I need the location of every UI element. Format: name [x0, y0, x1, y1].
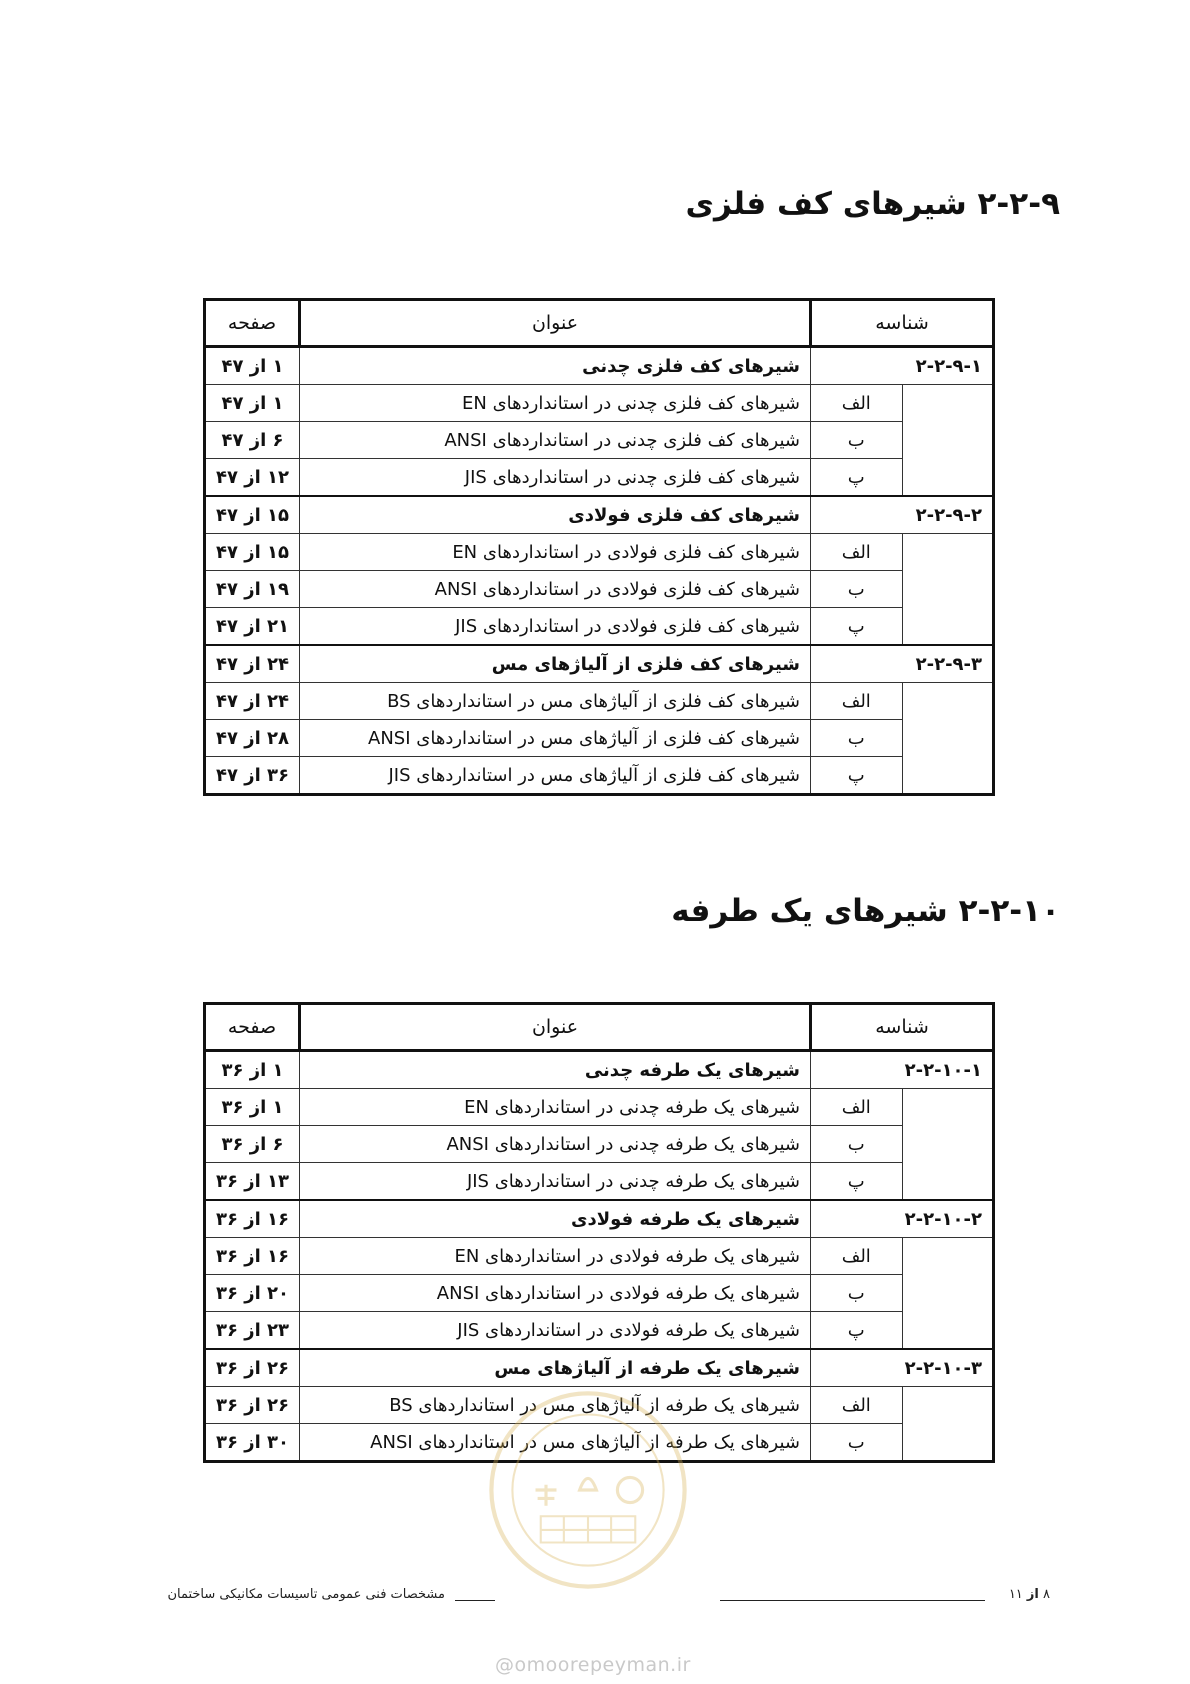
item-page: ۱ از ۴۷: [205, 385, 300, 422]
item-page: ۲۶ از ۳۶: [205, 1387, 300, 1424]
item-title: شیرهای کف فلزی فولادی در استانداردهای ANSI: [300, 571, 811, 608]
blank-cell: [902, 385, 994, 497]
table-row: [205, 1275, 994, 1312]
item-title: شیرهای کف فلزی چدنی در استانداردهای EN: [300, 385, 811, 422]
footer-divider: [455, 1600, 495, 1601]
page-total: ۱۱: [1008, 1587, 1023, 1602]
item-title: شیرهای یک طرفه فولادی در استانداردهای ANSI: [300, 1275, 811, 1312]
blank-cell: [902, 1238, 994, 1350]
item-letter: پ: [811, 608, 903, 646]
item-page: ۱۶ از ۳۶: [205, 1238, 300, 1275]
item-title: شیرهای یک طرفه از آلیاژهای مس در استانداردهای BS: [300, 1387, 811, 1424]
item-title: شیرهای کف فلزی از آلیاژهای مس در استانداردهای ANSI: [300, 720, 811, 757]
item-title: شیرهای کف فلزی چدنی در استانداردهای JIS: [300, 459, 811, 497]
item-title: شیرهای یک طرفه از آلیاژهای مس در استانداردهای ANSI: [300, 1424, 811, 1462]
table-group-row: [205, 1349, 994, 1387]
table-group-row: [205, 347, 994, 385]
group-page: ۲۴ از ۴۷: [205, 645, 300, 683]
group-title: شیرهای کف فلزی فولادی: [300, 496, 811, 534]
group-id: ۲-۲-۹-۳: [811, 645, 994, 683]
header-page: صفحه: [205, 1004, 300, 1051]
blank-cell: [902, 1387, 994, 1462]
seal-watermark-icon: [483, 1385, 693, 1595]
item-letter: پ: [811, 757, 903, 795]
group-title: شیرهای کف فلزی چدنی: [300, 347, 811, 385]
table-row: [205, 422, 994, 459]
floor-valves-table: [203, 298, 995, 796]
item-title: شیرهای یک طرفه چدنی در استانداردهای JIS: [300, 1163, 811, 1201]
table-row: [205, 720, 994, 757]
item-title: شیرهای یک طرفه چدنی در استانداردهای EN: [300, 1089, 811, 1126]
item-letter: ب: [811, 720, 903, 757]
group-title: شیرهای کف فلزی از آلیاژهای مس: [300, 645, 811, 683]
item-letter: الف: [811, 683, 903, 720]
item-letter: ب: [811, 422, 903, 459]
table-row: [205, 1238, 994, 1275]
item-letter: پ: [811, 459, 903, 497]
table-row: [205, 1089, 994, 1126]
item-page: ۲۸ از ۴۷: [205, 720, 300, 757]
group-title: شیرهای یک طرفه فولادی: [300, 1200, 811, 1238]
table-row: [205, 571, 994, 608]
table-row: [205, 1312, 994, 1350]
header-title: عنوان: [300, 1004, 811, 1051]
item-page: ۶ از ۴۷: [205, 422, 300, 459]
table-group-row: [205, 1051, 994, 1089]
item-title: شیرهای کف فلزی از آلیاژهای مس در استانداردهای JIS: [300, 757, 811, 795]
footer-page-number: [1009, 1587, 1050, 1602]
item-page: ۲۴ از ۴۷: [205, 683, 300, 720]
page-current: ۸: [1043, 1587, 1050, 1602]
group-page: ۱۶ از ۳۶: [205, 1200, 300, 1238]
table-group-row: [205, 496, 994, 534]
item-letter: الف: [811, 534, 903, 571]
item-title: شیرهای کف فلزی فولادی در استانداردهای EN: [300, 534, 811, 571]
item-page: ۳۰ از ۳۶: [205, 1424, 300, 1462]
table-row: [205, 757, 994, 795]
item-letter: پ: [811, 1163, 903, 1201]
table-row: [205, 1163, 994, 1201]
item-title: شیرهای کف فلزی چدنی در استانداردهای ANSI: [300, 422, 811, 459]
item-page: ۱ از ۳۶: [205, 1089, 300, 1126]
item-page: ۳۶ از ۴۷: [205, 757, 300, 795]
item-title: شیرهای کف فلزی از آلیاژهای مس در استانداردهای BS: [300, 683, 811, 720]
item-page: ۱۵ از ۴۷: [205, 534, 300, 571]
item-letter: الف: [811, 385, 903, 422]
group-page: ۲۶ از ۳۶: [205, 1349, 300, 1387]
group-page: ۱ از ۴۷: [205, 347, 300, 385]
item-letter: ب: [811, 1126, 903, 1163]
blank-cell: [902, 1089, 994, 1201]
group-id: ۲-۲-۹-۱: [811, 347, 994, 385]
table-header-row: [205, 1004, 994, 1051]
group-id: ۲-۲-۱۰-۳: [811, 1349, 994, 1387]
item-page: ۲۱ از ۴۷: [205, 608, 300, 646]
section-title-floor-valves: ۲-۲-۹ شیرهای کف فلزی: [685, 186, 1060, 222]
table-row: [205, 683, 994, 720]
table-row: [205, 459, 994, 497]
item-title: شیرهای یک طرفه فولادی در استانداردهای EN: [300, 1238, 811, 1275]
table-row: [205, 534, 994, 571]
item-page: ۲۳ از ۳۶: [205, 1312, 300, 1350]
item-letter: پ: [811, 1312, 903, 1350]
page-of: از: [1026, 1587, 1039, 1602]
table-row: [205, 385, 994, 422]
item-title: شیرهای یک طرفه چدنی در استانداردهای ANSI: [300, 1126, 811, 1163]
item-letter: ب: [811, 1424, 903, 1462]
group-page: ۱۵ از ۴۷: [205, 496, 300, 534]
group-id: ۲-۲-۱۰-۱: [811, 1051, 994, 1089]
table-group-row: [205, 645, 994, 683]
item-title: شیرهای کف فلزی فولادی در استانداردهای JIS: [300, 608, 811, 646]
section-title-check-valves: ۲-۲-۱۰ شیرهای یک طرفه: [671, 893, 1060, 929]
group-title: شیرهای یک طرفه از آلیاژهای مس: [300, 1349, 811, 1387]
item-page: ۱۳ از ۳۶: [205, 1163, 300, 1201]
group-title: شیرهای یک طرفه چدنی: [300, 1051, 811, 1089]
footer-doc-title: مشخصات فنی عمومی تاسیسات مکانیکی ساختمان: [167, 1587, 445, 1602]
item-letter: الف: [811, 1089, 903, 1126]
header-title: عنوان: [300, 300, 811, 347]
item-page: ۱۲ از ۴۷: [205, 459, 300, 497]
item-letter: الف: [811, 1238, 903, 1275]
item-letter: ب: [811, 571, 903, 608]
item-letter: الف: [811, 1387, 903, 1424]
watermark-url: @omoorepeyman.ir: [495, 1654, 691, 1676]
footer-divider: [720, 1600, 985, 1601]
group-page: ۱ از ۳۶: [205, 1051, 300, 1089]
blank-cell: [902, 683, 994, 795]
item-title: شیرهای یک طرفه فولادی در استانداردهای JIS: [300, 1312, 811, 1350]
header-id: شناسه: [811, 300, 994, 347]
item-page: ۶ از ۳۶: [205, 1126, 300, 1163]
group-id: ۲-۲-۱۰-۲: [811, 1200, 994, 1238]
table-row: [205, 608, 994, 646]
header-id: شناسه: [811, 1004, 994, 1051]
header-page: صفحه: [205, 300, 300, 347]
item-letter: ب: [811, 1275, 903, 1312]
group-id: ۲-۲-۹-۲: [811, 496, 994, 534]
item-page: ۱۹ از ۴۷: [205, 571, 300, 608]
item-page: ۲۰ از ۳۶: [205, 1275, 300, 1312]
table-header-row: [205, 300, 994, 347]
blank-cell: [902, 534, 994, 646]
table-group-row: [205, 1200, 994, 1238]
table-row: [205, 1126, 994, 1163]
